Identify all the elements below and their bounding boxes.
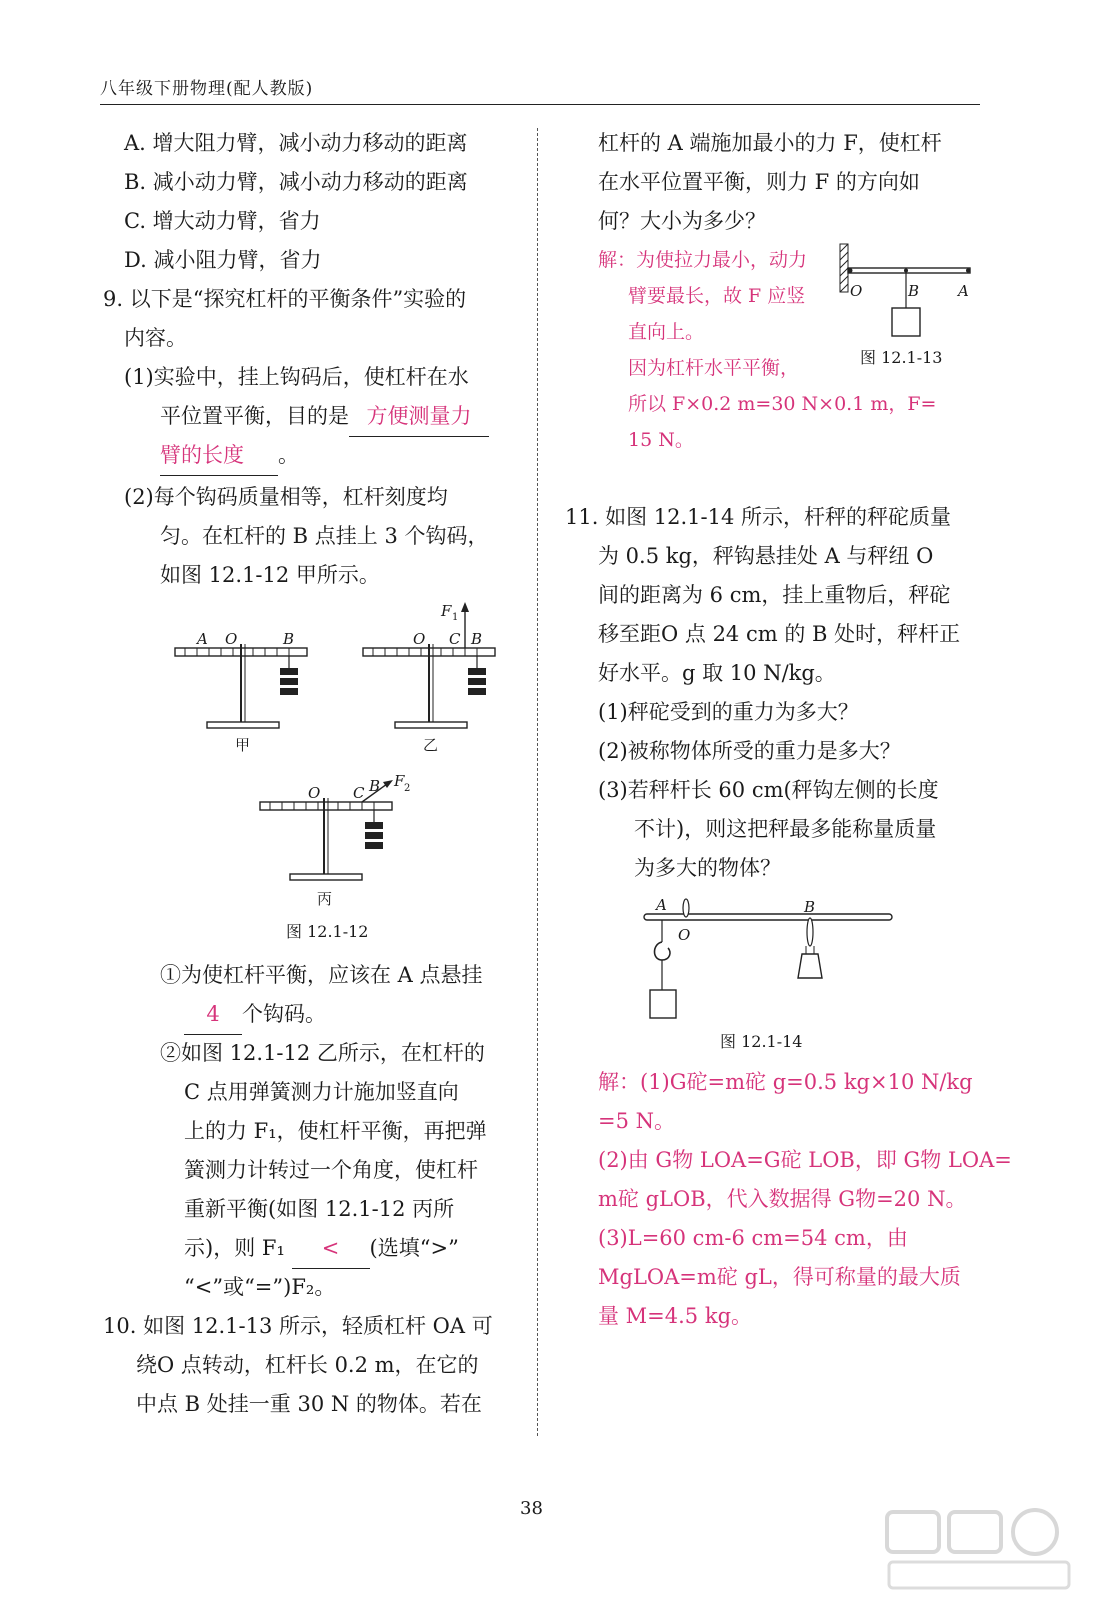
label-C: C xyxy=(353,784,365,802)
q10-stem-line: 杠杆的 A 端施加最小的力 F，使杠杆 xyxy=(598,131,942,155)
q9-sub1-end: 个钩码。 xyxy=(242,1002,326,1026)
q11-solution-line: (2)由 G物 LOA=G砣 LOB，即 G物 LOA= xyxy=(598,1148,1012,1172)
label-B: B xyxy=(369,777,381,795)
label-B: B xyxy=(283,630,295,648)
figure-caption: 图 12.1-13 xyxy=(860,348,943,367)
lever-stand-bing xyxy=(260,772,410,908)
q11-solution-line: m砣 gLOB，代入数据得 G物=20 N。 xyxy=(598,1187,967,1211)
q11-solution-line: =5 N。 xyxy=(598,1109,676,1133)
q9-p1-text: 平位置平衡，目的是 xyxy=(160,404,349,428)
q9-sub2-line: C 点用弹簧测力计施加竖直向 xyxy=(184,1080,459,1104)
q9-p1-end: 。 xyxy=(278,443,299,467)
q9-sub2-pre: 示)，则 F₁ xyxy=(184,1236,285,1260)
q8-option-c: C. 增大动力臂，省力 xyxy=(124,209,321,233)
q9-p2-line: 如图 12.1-12 甲所示。 xyxy=(160,563,380,587)
object-box xyxy=(650,990,676,1018)
q9-sub1-line xyxy=(184,995,326,1035)
lever-stand-yi xyxy=(363,602,495,754)
label-jia: 甲 xyxy=(235,736,251,754)
column-divider xyxy=(537,128,538,1436)
q9-stem-line: 内容。 xyxy=(124,326,187,350)
q9-p1-answer-2: 臂的长度 xyxy=(160,436,278,476)
q11-solution-line: (3)L=60 cm-6 cm=54 cm，由 xyxy=(598,1226,908,1250)
q10-stem-line: 绕O 点转动，杠杆长 0.2 m，在它的 xyxy=(136,1353,479,1377)
q9-sub2-post: (选填“>” xyxy=(369,1236,459,1260)
q9-sub2-line: ②如图 12.1-12 乙所示，在杠杆的 xyxy=(160,1041,485,1065)
q9-sub1-line: ①为使杠杆平衡，应该在 A 点悬挂 xyxy=(160,963,483,987)
label-F1: F xyxy=(441,602,452,620)
q11-solution-line: 解：(1)G砣=m砣 g=0.5 kg×10 N/kg xyxy=(598,1070,973,1094)
hook xyxy=(655,942,671,960)
label-A: A xyxy=(656,896,667,914)
q9-stem-line: 9. 以下是“探究杠杆的平衡条件”实验的 xyxy=(103,287,467,311)
label-B: B xyxy=(471,630,483,648)
q11-part-line: 为多大的物体？ xyxy=(634,856,781,880)
weight-box xyxy=(892,308,920,336)
q9-sub2-line: “<”或“=”)F₂。 xyxy=(184,1275,336,1299)
lever-bar xyxy=(848,268,970,273)
q10-solution-line: 所以 F×0.2 m=30 N×0.1 m，F= xyxy=(628,393,937,415)
label-O: O xyxy=(413,630,426,648)
counterweight xyxy=(798,954,822,978)
q9-p2-line: (2)每个钩码质量相等，杠杆刻度均 xyxy=(124,485,448,509)
q11-stem-line: 为 0.5 kg，秤钩悬挂处 A 与秤纽 O xyxy=(598,544,934,568)
q8-option-a: A. 增大阻力臂，减小动力移动的距离 xyxy=(124,131,468,155)
q9-p1-line xyxy=(160,436,299,476)
q10-stem-line: 10. 如图 12.1-13 所示，轻质杠杆 OA 可 xyxy=(103,1314,493,1338)
q11-stem-line: 好水平。g 取 10 N/kg。 xyxy=(598,661,836,685)
label-O: O xyxy=(308,784,321,802)
q11-part-line: (2)被称物体所受的重力是多大？ xyxy=(598,739,901,763)
q11-stem-line: 间的距离为 6 cm，挂上重物后，秤砣 xyxy=(598,583,951,607)
label-F1-sub: 1 xyxy=(452,612,459,623)
q8-option-b: B. 减小动力臂，减小动力移动的距离 xyxy=(124,170,468,194)
label-yi: 乙 xyxy=(423,736,439,754)
q10-solution-line: 直向上。 xyxy=(628,321,705,343)
lever-stand-jia xyxy=(175,630,307,754)
q8-option-d: D. 减小阻力臂，省力 xyxy=(124,248,322,272)
label-bing: 丙 xyxy=(317,890,333,908)
label-O: O xyxy=(850,282,863,300)
label-B: B xyxy=(804,898,816,916)
label-F2: F xyxy=(394,772,405,790)
label-C: C xyxy=(449,630,461,648)
q11-stem-line: 11. 如图 12.1-14 所示，杆秤的秤砣质量 xyxy=(565,505,951,529)
q10-solution-line: 因为杠杆水平平衡， xyxy=(628,357,800,379)
label-A: A xyxy=(958,282,969,300)
header-rule xyxy=(100,104,980,105)
q10-solution-line: 15 N。 xyxy=(628,429,694,451)
q11-solution-line: 量 M=4.5 kg。 xyxy=(598,1304,753,1328)
steelyard-beam xyxy=(644,914,892,920)
q10-stem-line: 何？大小为多少？ xyxy=(598,209,766,233)
q11-part-line: (3)若秤杆长 60 cm(秤钩左侧的长度 xyxy=(598,778,939,802)
q11-part-line: (1)秤砣受到的重力为多大？ xyxy=(598,700,859,724)
figure-12-1-13 xyxy=(836,242,976,342)
q9-p1-line xyxy=(160,397,489,437)
figure-caption: 图 12.1-12 xyxy=(286,922,369,941)
label-B: B xyxy=(908,282,920,300)
label-A: A xyxy=(197,630,208,648)
q11-part-line: 不计)，则这把秤最多能称量质量 xyxy=(634,817,937,841)
q9-sub2-answer: < xyxy=(292,1229,370,1269)
q9-sub2-line xyxy=(184,1229,459,1269)
label-O: O xyxy=(225,630,238,648)
q10-stem-line: 中点 B 处挂一重 30 N 的物体。若在 xyxy=(136,1392,482,1416)
q9-p2-line: 匀。在杠杆的 B 点挂上 3 个钩码， xyxy=(160,524,489,548)
q9-sub2-line: 上的力 F₁，使杠杆平衡，再把弹 xyxy=(184,1119,487,1143)
q9-p1-line: (1)实验中，挂上钩码后，使杠杆在水 xyxy=(124,365,469,389)
q10-solution-line: 解：为使拉力最小，动力 xyxy=(598,249,808,271)
q10-stem-line: 在水平位置平衡，则力 F 的方向如 xyxy=(598,170,920,194)
q9-sub2-line: 重新平衡(如图 12.1-12 丙所 xyxy=(184,1197,455,1221)
q9-sub1-answer: 4 xyxy=(184,995,242,1035)
figure-caption: 图 12.1-14 xyxy=(720,1032,803,1051)
page-header: 八年级下册物理(配人教版) xyxy=(100,79,314,99)
q11-stem-line: 移至距O 点 24 cm 的 B 处时，秤杆正 xyxy=(598,622,961,646)
page-number: 38 xyxy=(520,1498,543,1519)
q10-solution-line: 臂要最长，故 F 应竖 xyxy=(628,285,806,307)
q9-p1-answer-1: 方便测量力 xyxy=(349,397,489,437)
watermark-logo xyxy=(879,1504,1079,1594)
q9-sub2-line: 簧测力计转过一个角度，使杠杆 xyxy=(184,1158,478,1182)
label-F2-sub: 2 xyxy=(404,783,411,794)
label-O: O xyxy=(678,926,691,944)
figure-12-1-12 xyxy=(165,598,525,918)
q11-solution-line: MgLOA=m砣 gL，得可称量的最大质 xyxy=(598,1265,961,1289)
figure-12-1-14 xyxy=(640,894,900,1026)
